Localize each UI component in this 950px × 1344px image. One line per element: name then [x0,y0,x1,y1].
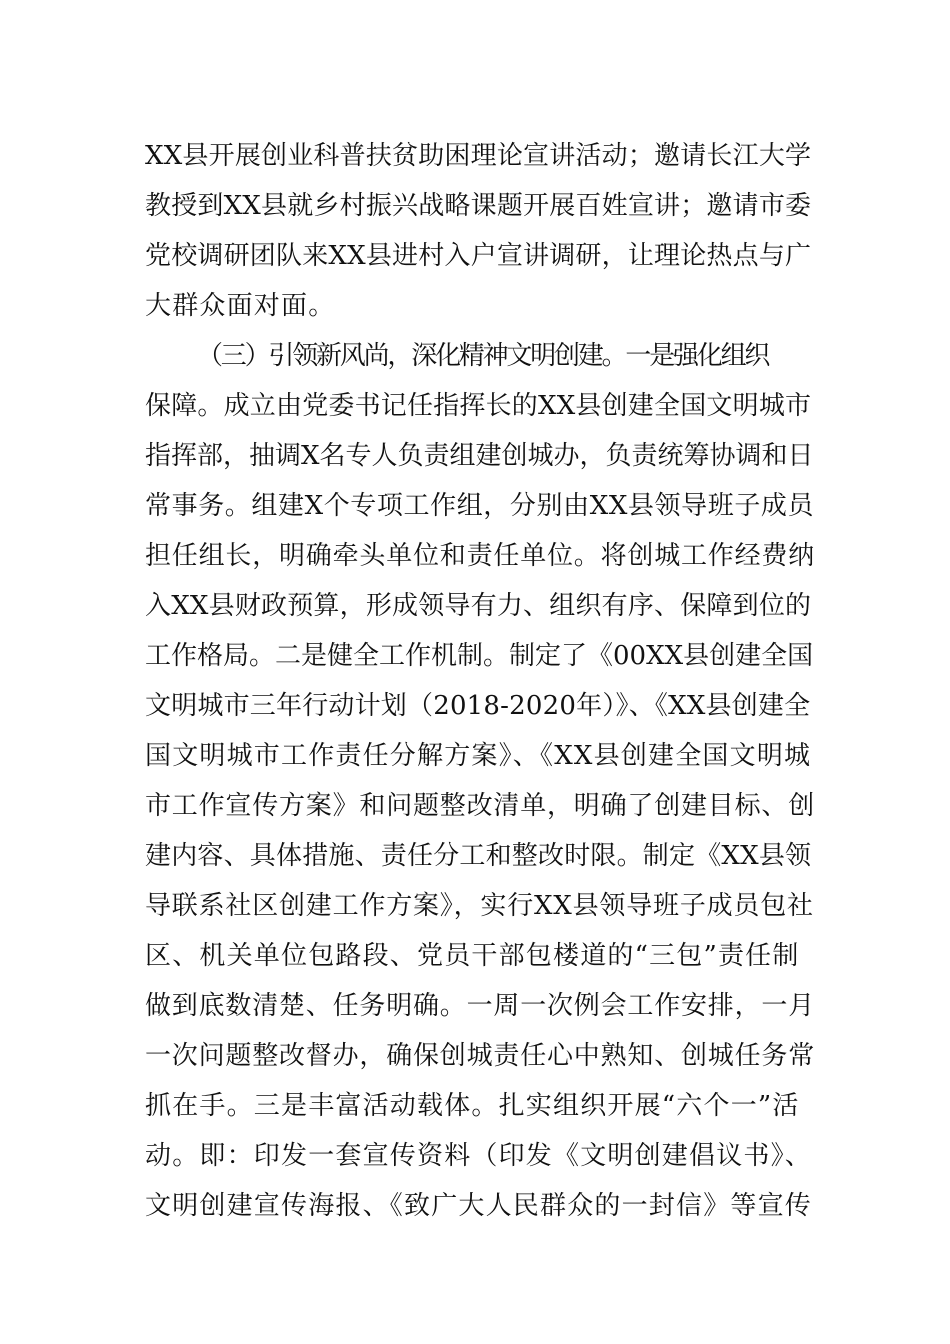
text-line: 导联系社区创建工作方案》，实行XX县领导班子成员包社 [145,891,814,921]
text-line: 工作格局。二是健全工作机制。制定了《00XX县创建全国 [145,641,814,671]
text-line: 做到底数清楚、任务明确。一周一次例会工作安排，一月 [145,991,816,1021]
text-line: 入XX县财政预算，形成领导有力、组织有序、保障到位的 [145,591,812,621]
text-line: 常事务。组建X个专项工作组，分别由XX县领导班子成员 [145,491,815,521]
text-line: 文明创建宣传海报、《致广大人民群众的一封信》等宣传 [145,1191,813,1221]
text-line: 担任组长，明确牵头单位和责任单位。将创城工作经费纳 [145,541,816,571]
text-line: 区、机关单位包路段、党员干部包楼道的“三包”责任制 [145,941,800,971]
text-line: 动。即：印发一套宣传资料（印发《文明创建倡议书》、 [145,1141,813,1171]
section-heading-line: （三）引领新风尚，深化精神文明创建。一是强化组织 [197,341,769,371]
text-line: 大群众面对面。 [145,291,336,321]
text-line: 教授到XX县就乡村振兴战略课题开展百姓宣讲；邀请市委 [145,191,812,221]
text-line: 建内容、具体措施、责任分工和整改时限。制定《XX县领 [145,841,812,871]
text-line: 市工作宣传方案》和问题整改清单，明确了创建目标、创 [145,791,816,821]
text-line: 一次问题整改督办，确保创城责任心中熟知、创城任务常 [145,1041,816,1071]
text-line: XX县开展创业科普扶贫助困理论宣讲活动；邀请长江大学 [145,141,812,171]
text-line: 党校调研团队来XX县进村入户宣讲调研，让理论热点与广 [145,241,812,271]
text-line: 文明城市三年行动计划（2018-2020年）》、《XX县创建全 [145,691,811,721]
text-line: 保障。成立由党委书记任指挥长的XX县创建全国文明城市 [145,391,812,421]
text-line: 指挥部，抽调X名专人负责组建创城办，负责统筹协调和日 [145,441,814,471]
text-line: 国文明城市工作责任分解方案》、《XX县创建全国文明城 [145,741,812,771]
text-line: 抓在手。三是丰富活动载体。扎实组织开展“六个一”活 [145,1091,800,1121]
